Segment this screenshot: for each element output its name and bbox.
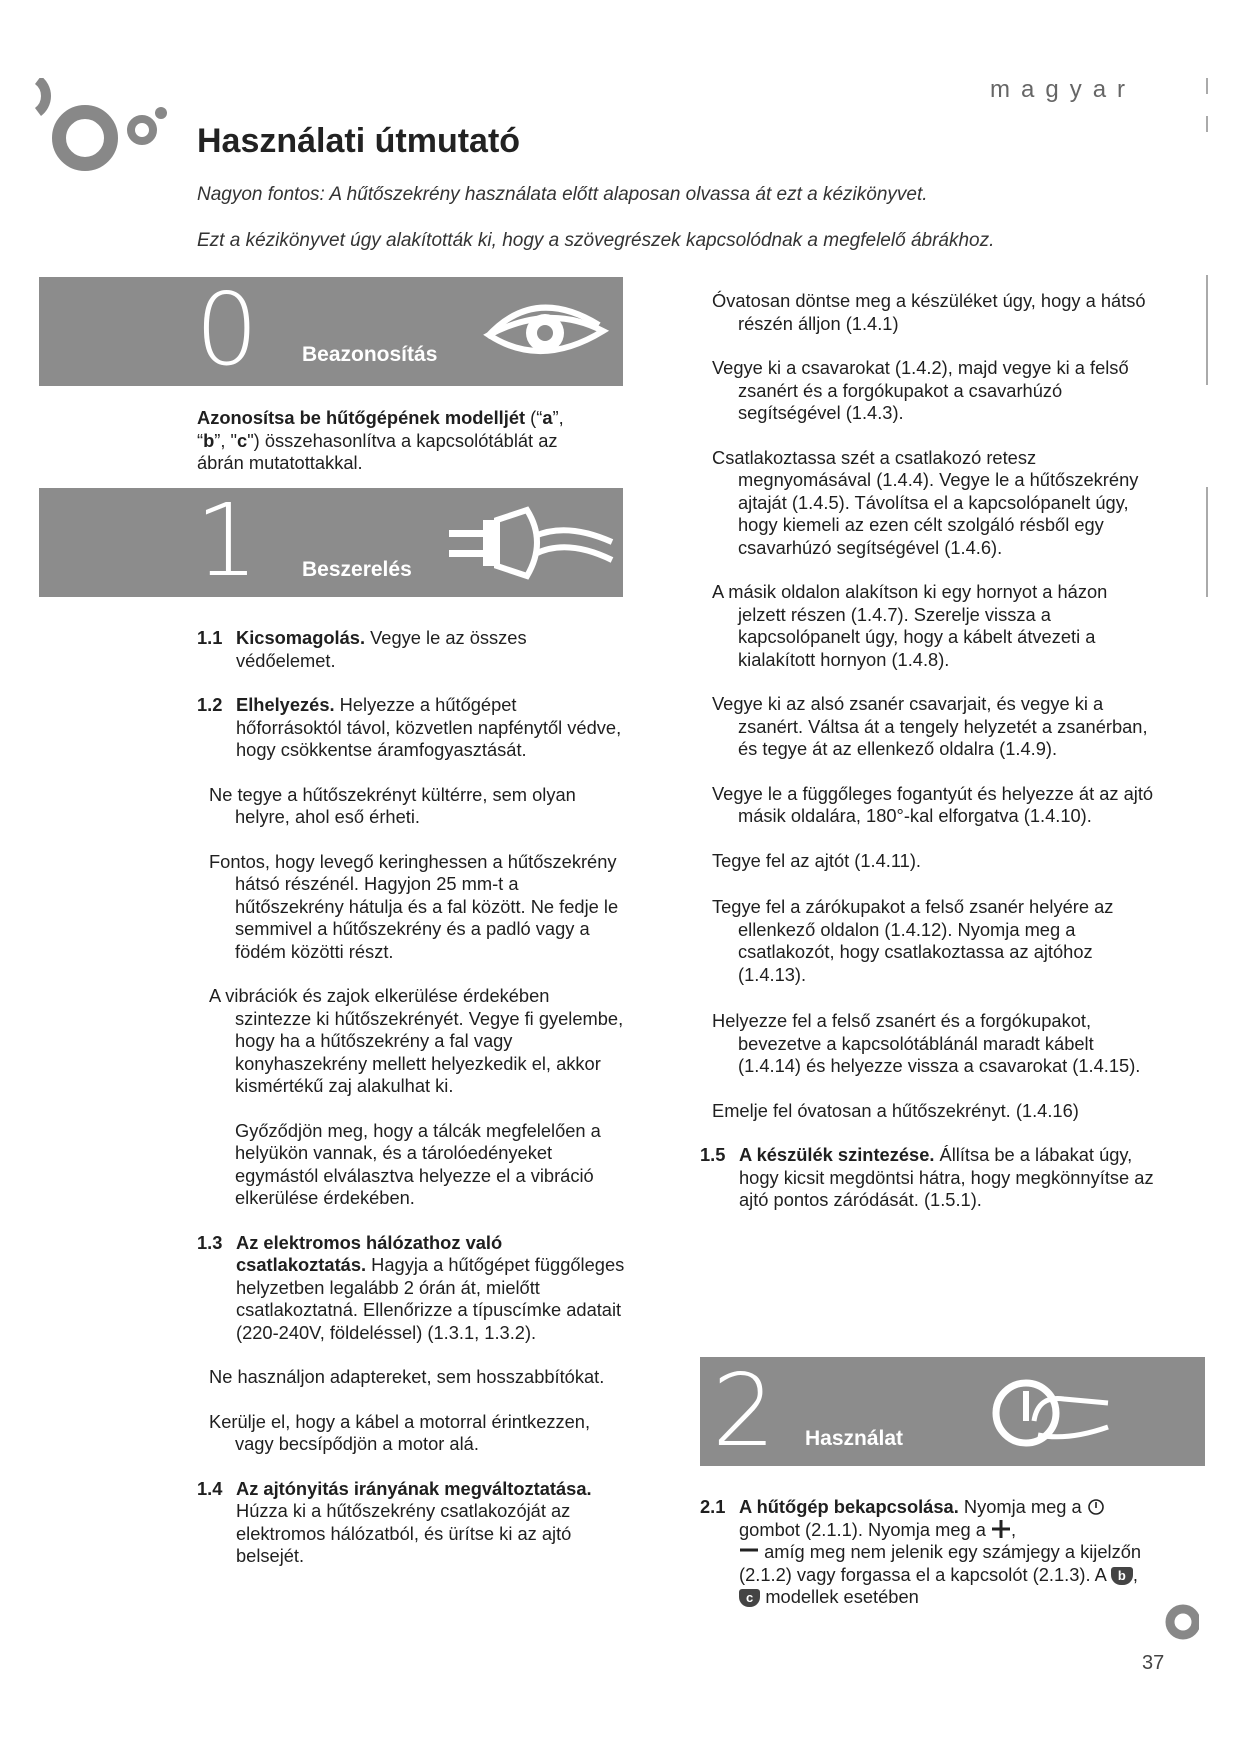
left-column xyxy=(197,627,627,1568)
item-2-1: 2.1 A hűtőgép bekapcsolása. Nyomja meg a gombot (2.1.1). Nyomja meg a , amíg meg nem jelenik egy számjegy a kijelzőn (2.1.2) vagy forgassa el a kapcsolót (2.1.3). A b , c modellek esetében xyxy=(700,1496,1142,1607)
para-cable: Kerülje el, hogy a kábel a motorral érintkezzen, vagy becsípődjön a motor alá. xyxy=(209,1410,591,1454)
section-1-number: 1 xyxy=(195,482,259,599)
step-lift: Emelje fel óvatosan a hűtőszekrényt. (1.4.16) xyxy=(712,1099,1079,1121)
section-1-label: Beszerelés xyxy=(302,558,412,581)
language-label: magyar xyxy=(990,76,1137,103)
para-adapter: Ne használjon adaptereket, sem hosszabbítókat. xyxy=(209,1366,605,1387)
section-2-header xyxy=(700,1352,1205,1469)
identify-title: Azonosítsa be hűtőgépének modelljét xyxy=(197,407,526,428)
step-door: Tegye fel az ajtót (1.4.11). xyxy=(712,849,921,871)
step-handle: Vegye le a függőleges fogantyút és helyezze át az ajtó másik oldalára, 180°-kal elforgatva (1.4.10). xyxy=(712,782,1154,826)
edge-marker xyxy=(1206,78,1208,94)
item-1-3: 1.3 Az elektromos hálózathoz való csatlakoztatás. Hagyja a hűtőgépet függőleges helyzetben legalább 2 órán át, mielőtt csatlakoztatná. Ellenőrizze a típuscímke adatait (220-240V, földeléssel) (1.3.1, 1.3.2). xyxy=(197,1231,625,1343)
item-1-2: 1.2 Elhelyezés. Helyezze a hűtőgépet hőforrásoktól távol, közvetlen napfénytől védve, hogy csökkentse áramfogyasztását. xyxy=(197,694,622,760)
plus-icon xyxy=(991,1519,1011,1539)
model-b-badge: b xyxy=(1111,1567,1133,1585)
item-1-4: 1.4 Az ajtónyitás irányának megváltoztatása. Húzza ki a hűtőszekrény csatlakozóját az elektromos hálózatból, és ürítse ki az ajtó belsejét. xyxy=(197,1477,592,1566)
page-title: Használati útmutató xyxy=(197,122,521,160)
page-number: 37 xyxy=(1142,1652,1165,1674)
model-c-badge: c xyxy=(739,1589,760,1607)
intro-figures: Ezt a kézikönyvet úgy alakították ki, hogy a szövegrészek kapcsolódnak a megfelelő ábrákhoz. xyxy=(197,230,995,251)
intro-important: Nagyon fontos: A hűtőszekrény használata előtt alaposan olvassa át ezt a kézikönyvet. xyxy=(197,184,928,205)
step-upper-hinge: Helyezze fel a felső zsanért és a forgókupakot, bevezetve a kapcsolótáblánál maradt kábelt (1.4.14) és helyezze vissza a csavarokat (1.4.15). xyxy=(712,1010,1141,1076)
section-0-number: 0 xyxy=(195,271,259,388)
step-lower-hinge: Vegye ki az alsó zsanér csavarjait, és vegye ki a zsanért. Váltsa át a tengely helyzetét a zsanérban, és tegye át az ellenkező oldalra (1.4.9). xyxy=(712,693,1148,759)
para-rain: Ne tegye a hűtőszekrényt kültérre, sem olyan helyre, ahol eső érheti. xyxy=(209,783,576,827)
power-button-finger-icon xyxy=(978,1371,1113,1451)
edge-marker xyxy=(1206,487,1208,597)
section-0-label: Beazonosítás xyxy=(302,343,438,366)
step-screws: Vegye ki a csavarokat (1.4.2), majd vegye ki a felső zsanért és a forgókupakot a csavarhúzó segítségével (1.4.3). xyxy=(712,357,1129,423)
section-0-header xyxy=(39,271,623,388)
minus-icon xyxy=(739,1544,759,1556)
corner-circle-icon xyxy=(1163,1602,1199,1642)
para-air: Fontos, hogy levegő keringhessen a hűtőszekrény hátsó részénél. Hagyjon 25 mm-t a hűtőszekrény hátulja és a fal között. Ne fedje le semmivel a hűtőszekrény és a padló vagy a födém közötti részt. xyxy=(209,850,619,962)
item-1-5: 1.5 A készülék szintezése. Állítsa be a lábakat úgy, hogy kicsit megdöntsi hátra, hogy megkönnyítse az ajtó pontos záródását. (1.5.1). xyxy=(700,1144,1154,1210)
section-0-text: Azonosítsa be hűtőgépének modelljét (“a”, “b”, "c") összehasonlítva a kapcsolótáblát az ábrán mutatottakkal. xyxy=(197,407,564,473)
para-trays: Győződjön meg, hogy a tálcák megfelelően a helyükön vannak, és a tárolóedényeket egymástól elválasztva helyezze el a vibráció elkerülése érdekében. xyxy=(235,1119,601,1208)
step-cap: Tegye fel a zárókupakot a felső zsanér helyére az ellenkező oldalon (1.4.12). Nyomja meg a csatlakozót, hogy csatlakoztassa az ajtóhoz (1.4.13). xyxy=(712,896,1114,985)
para-vibration: A vibrációk és zajok elkerülése érdekében szintezze ki hűtőszekrényét. Vegye fi gyelembe, hogy ha a hűtőszekrény a fal vagy konyhaszekrény mellett helyezkedik el, akkor kismértékű zaj alakulhat ki. xyxy=(209,985,624,1096)
step-groove: A másik oldalon alakítson ki egy hornyot a házon jelzett részen (1.4.7). Szerelje vissza a kapcsolópanelt úgy, hogy a kábelt átvezeti a kialakított hornyon (1.4.8). xyxy=(712,581,1108,670)
step-tilt: Óvatosan döntse meg a készüléket úgy, hogy a hátsó részén álljon (1.4.1) xyxy=(712,290,1146,334)
section-1-header xyxy=(39,482,623,599)
step-disconnect: Csatlakoztassa szét a csatlakozó retesz megnyomásával (1.4.4). Vegye le a hűtőszekrény ajtaját (1.4.5). Távolítsa el a kapcsolópanelt úgy, hogy kiemeli az ezen célt szolgáló résből egy csavarhúzó segítségével (1.4.6). xyxy=(712,446,1139,558)
edge-marker xyxy=(1206,275,1208,385)
power-button-icon xyxy=(1087,1498,1105,1516)
section-2-number: 2 xyxy=(712,1352,776,1469)
section-2-label: Használat xyxy=(805,1427,904,1450)
eye-icon xyxy=(479,287,614,369)
item-1-1: 1.1 Kicsomagolás. Vegye le az összes védőelemet. xyxy=(197,627,527,671)
brand-logo-icon xyxy=(30,78,180,178)
edge-marker xyxy=(1206,116,1208,132)
plug-icon xyxy=(447,500,617,585)
right-column xyxy=(700,290,1157,1212)
